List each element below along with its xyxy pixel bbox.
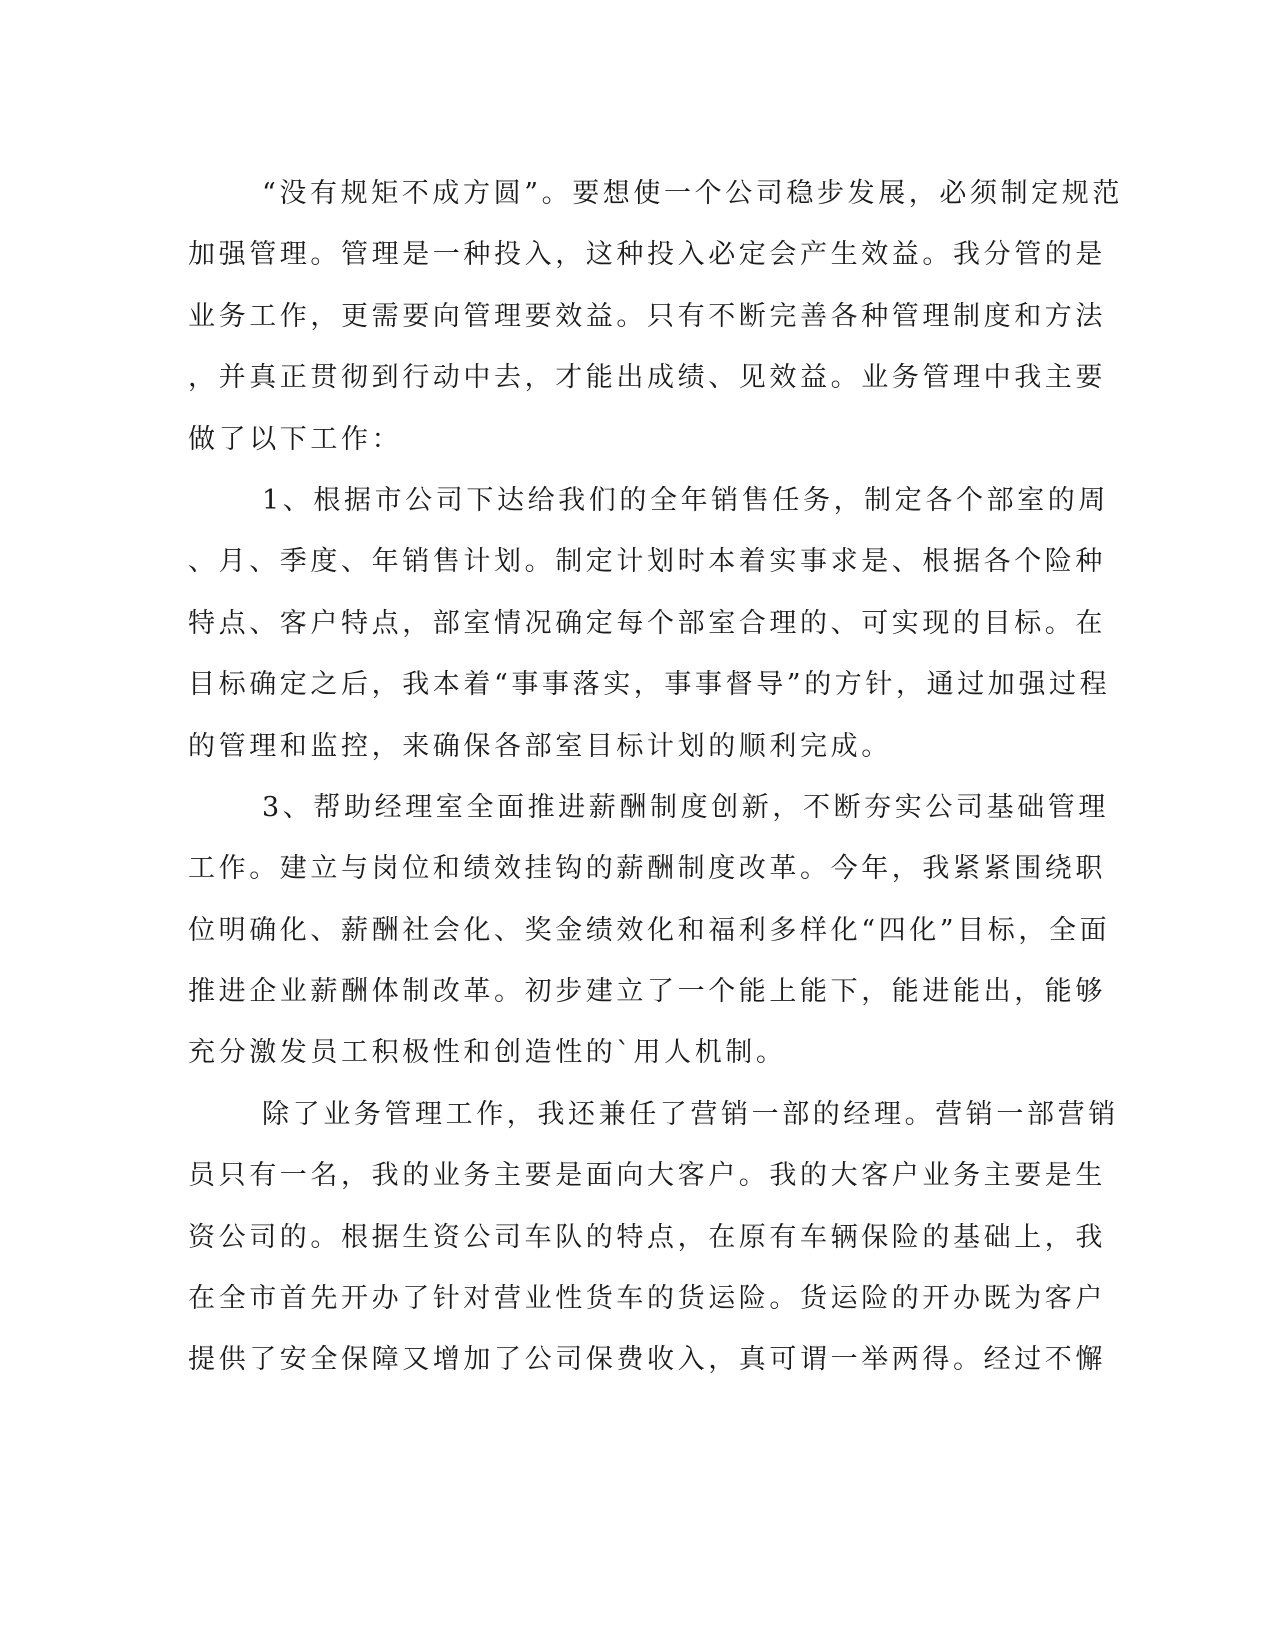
text-line: 员只有一名，我的业务主要是面向大客户。我的大客户业务主要是生 — [188, 1160, 1106, 1192]
text-line: 目标确定之后，我本着“事事落实，事事督导”的方针，通过加强过程 — [188, 669, 1111, 701]
text-line: 位明确化、薪酬社会化、奖金绩效化和福利多样化“四化”目标，全面 — [188, 914, 1111, 946]
text-line: 除了业务管理工作，我还兼任了营销一部的经理。营销一部营销 — [262, 1098, 1119, 1130]
text-line: 1、根据市公司下达给我们的全年销售任务，制定各个部室的周 — [262, 484, 1109, 516]
text-line: 的管理和监控，来确保各部室目标计划的顺利完成。 — [188, 730, 892, 762]
text-line: 提供了安全保障又增加了公司保费收入，真可谓一举两得。经过不懈 — [188, 1344, 1106, 1376]
text-line: “没有规矩不成方圆”。要想使一个公司稳步发展，必须制定规范 — [262, 178, 1124, 209]
text-line: ，并真正贯彻到行动中去，才能出成绩、见效益。业务管理中我主要 — [188, 362, 1106, 394]
text-line: 做了以下工作： — [188, 423, 403, 455]
text-line: 加强管理。管理是一种投入，这种投入必定会产生效益。我分管的是 — [188, 239, 1106, 271]
text-line: 3、帮助经理室全面推进薪酬制度创新，不断夯实公司基础管理 — [262, 791, 1109, 823]
text-line: 充分激发员工积极性和创造性的`用人机制。 — [188, 1037, 787, 1069]
text-line: 业务工作，更需要向管理要效益。只有不断完善各种管理制度和方法 — [188, 300, 1106, 332]
text-line: 推进企业薪酬体制改革。初步建立了一个能上能下，能进能出，能够 — [188, 976, 1106, 1008]
text-line: 资公司的。根据生资公司车队的特点，在原有车辆保险的基础上，我 — [188, 1221, 1106, 1253]
text-line: 、月、季度、年销售计划。制定计划时本着实事求是、根据各个险种 — [188, 546, 1106, 578]
document-body — [188, 163, 1124, 1391]
text-line: 在全市首先开办了针对营业性货车的货运险。货运险的开办既为客户 — [188, 1283, 1106, 1315]
text-line: 特点、客户特点，部室情况确定每个部室合理的、可实现的目标。在 — [188, 607, 1106, 639]
text-line: 工作。建立与岗位和绩效挂钩的薪酬制度改革。今年，我紧紧围绕职 — [188, 853, 1106, 885]
